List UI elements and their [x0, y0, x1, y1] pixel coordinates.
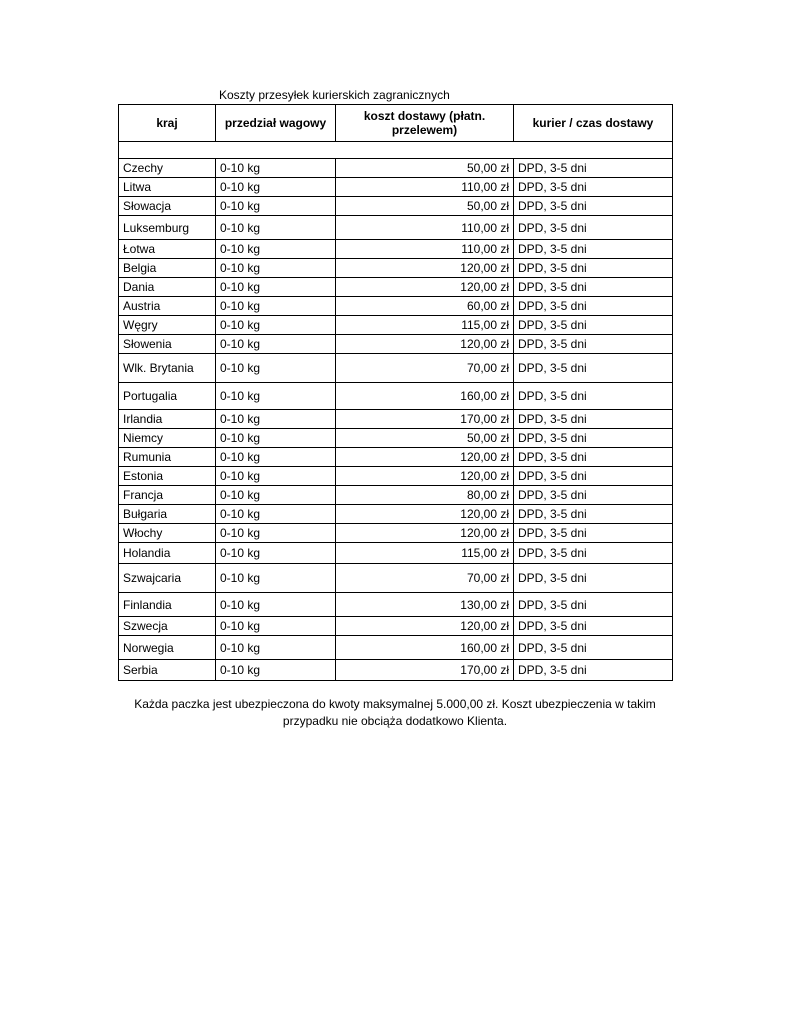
courier-cell: DPD, 3-5 dni	[514, 335, 673, 354]
table-row	[119, 240, 673, 259]
header-cost: koszt dostawy (płatn. przelewem)	[336, 105, 514, 142]
table-row	[119, 178, 673, 197]
weight-cell: 0-10 kg	[216, 354, 336, 383]
country-cell: Włochy	[119, 524, 216, 543]
country-cell: Belgia	[119, 259, 216, 278]
courier-cell: DPD, 3-5 dni	[514, 240, 673, 259]
header-country: kraj	[119, 105, 216, 142]
weight-cell: 0-10 kg	[216, 383, 336, 410]
cost-cell: 130,00 zł	[336, 593, 514, 617]
cost-cell: 120,00 zł	[336, 467, 514, 486]
table-row	[119, 410, 673, 429]
courier-cell: DPD, 3-5 dni	[514, 159, 673, 178]
cost-cell: 110,00 zł	[336, 240, 514, 259]
table-row	[119, 448, 673, 467]
country-cell: Serbia	[119, 660, 216, 681]
courier-cell: DPD, 3-5 dni	[514, 467, 673, 486]
table-row	[119, 636, 673, 660]
cost-cell: 120,00 zł	[336, 259, 514, 278]
cost-cell: 170,00 zł	[336, 660, 514, 681]
cost-cell: 170,00 zł	[336, 410, 514, 429]
country-cell: Holandia	[119, 543, 216, 564]
cost-cell: 70,00 zł	[336, 354, 514, 383]
table-row	[119, 316, 673, 335]
weight-cell: 0-10 kg	[216, 240, 336, 259]
weight-cell: 0-10 kg	[216, 316, 336, 335]
weight-cell: 0-10 kg	[216, 159, 336, 178]
table-row	[119, 159, 673, 178]
table-row	[119, 543, 673, 564]
country-cell: Węgry	[119, 316, 216, 335]
country-cell: Wlk. Brytania	[119, 354, 216, 383]
table-row	[119, 278, 673, 297]
cost-cell: 80,00 zł	[336, 486, 514, 505]
weight-cell: 0-10 kg	[216, 259, 336, 278]
country-cell: Litwa	[119, 178, 216, 197]
cost-cell: 160,00 zł	[336, 383, 514, 410]
cost-cell: 115,00 zł	[336, 543, 514, 564]
weight-cell: 0-10 kg	[216, 467, 336, 486]
country-cell: Szwajcaria	[119, 564, 216, 593]
weight-cell: 0-10 kg	[216, 448, 336, 467]
country-cell: Francja	[119, 486, 216, 505]
cost-cell: 50,00 zł	[336, 159, 514, 178]
country-cell: Szwecja	[119, 617, 216, 636]
country-cell: Słowenia	[119, 335, 216, 354]
courier-cell: DPD, 3-5 dni	[514, 660, 673, 681]
weight-cell: 0-10 kg	[216, 297, 336, 316]
weight-cell: 0-10 kg	[216, 636, 336, 660]
courier-cell: DPD, 3-5 dni	[514, 297, 673, 316]
cost-cell: 120,00 zł	[336, 278, 514, 297]
courier-cell: DPD, 3-5 dni	[514, 354, 673, 383]
weight-cell: 0-10 kg	[216, 410, 336, 429]
courier-cell: DPD, 3-5 dni	[514, 216, 673, 240]
country-cell: Estonia	[119, 467, 216, 486]
country-cell: Słowacja	[119, 197, 216, 216]
table-row	[119, 617, 673, 636]
table-row	[119, 593, 673, 617]
courier-cell: DPD, 3-5 dni	[514, 316, 673, 335]
weight-cell: 0-10 kg	[216, 505, 336, 524]
cost-cell: 50,00 zł	[336, 197, 514, 216]
courier-cell: DPD, 3-5 dni	[514, 410, 673, 429]
table-row	[119, 383, 673, 410]
cost-cell: 160,00 zł	[336, 636, 514, 660]
table-row	[119, 216, 673, 240]
cost-cell: 60,00 zł	[336, 297, 514, 316]
table-row	[119, 564, 673, 593]
courier-cell: DPD, 3-5 dni	[514, 505, 673, 524]
country-cell: Bułgaria	[119, 505, 216, 524]
cost-cell: 110,00 zł	[336, 216, 514, 240]
courier-cell: DPD, 3-5 dni	[514, 543, 673, 564]
document-title: Koszty przesyłek kurierskich zagranicznych	[219, 88, 450, 102]
courier-cell: DPD, 3-5 dni	[514, 278, 673, 297]
table-header-row	[119, 105, 673, 142]
courier-cell: DPD, 3-5 dni	[514, 636, 673, 660]
cost-cell: 120,00 zł	[336, 505, 514, 524]
courier-cell: DPD, 3-5 dni	[514, 429, 673, 448]
courier-cell: DPD, 3-5 dni	[514, 197, 673, 216]
country-cell: Łotwa	[119, 240, 216, 259]
weight-cell: 0-10 kg	[216, 543, 336, 564]
table-row	[119, 524, 673, 543]
spacer-cell	[119, 142, 673, 159]
cost-cell: 50,00 zł	[336, 429, 514, 448]
country-cell: Czechy	[119, 159, 216, 178]
country-cell: Portugalia	[119, 383, 216, 410]
weight-cell: 0-10 kg	[216, 660, 336, 681]
weight-cell: 0-10 kg	[216, 278, 336, 297]
cost-cell: 110,00 zł	[336, 178, 514, 197]
cost-cell: 70,00 zł	[336, 564, 514, 593]
courier-cell: DPD, 3-5 dni	[514, 524, 673, 543]
courier-cell: DPD, 3-5 dni	[514, 593, 673, 617]
courier-cell: DPD, 3-5 dni	[514, 383, 673, 410]
country-cell: Dania	[119, 278, 216, 297]
country-cell: Finlandia	[119, 593, 216, 617]
country-cell: Norwegia	[119, 636, 216, 660]
shipping-cost-table	[118, 104, 673, 681]
table-body	[119, 142, 673, 681]
table-row	[119, 486, 673, 505]
insurance-note: Każda paczka jest ubezpieczona do kwoty maksymalnej 5.000,00 zł. Koszt ubezpieczenia w takim przypadku nie obciąża dodatkowo Klienta.	[134, 697, 656, 728]
courier-cell: DPD, 3-5 dni	[514, 617, 673, 636]
table-row	[119, 197, 673, 216]
table-row	[119, 505, 673, 524]
courier-cell: DPD, 3-5 dni	[514, 178, 673, 197]
table-row	[119, 467, 673, 486]
header-weight: przedział wagowy	[216, 105, 336, 142]
courier-cell: DPD, 3-5 dni	[514, 448, 673, 467]
country-cell: Niemcy	[119, 429, 216, 448]
weight-cell: 0-10 kg	[216, 486, 336, 505]
courier-cell: DPD, 3-5 dni	[514, 564, 673, 593]
table-spacer-row	[119, 142, 673, 159]
weight-cell: 0-10 kg	[216, 524, 336, 543]
cost-cell: 120,00 zł	[336, 448, 514, 467]
country-cell: Austria	[119, 297, 216, 316]
table-row	[119, 335, 673, 354]
weight-cell: 0-10 kg	[216, 564, 336, 593]
header-courier: kurier / czas dostawy	[514, 105, 673, 142]
country-cell: Luksemburg	[119, 216, 216, 240]
weight-cell: 0-10 kg	[216, 593, 336, 617]
weight-cell: 0-10 kg	[216, 178, 336, 197]
country-cell: Rumunia	[119, 448, 216, 467]
weight-cell: 0-10 kg	[216, 216, 336, 240]
country-cell: Irlandia	[119, 410, 216, 429]
cost-cell: 120,00 zł	[336, 617, 514, 636]
cost-cell: 120,00 zł	[336, 335, 514, 354]
table-row	[119, 259, 673, 278]
cost-cell: 120,00 zł	[336, 524, 514, 543]
table-row	[119, 354, 673, 383]
table-row	[119, 429, 673, 448]
weight-cell: 0-10 kg	[216, 335, 336, 354]
courier-cell: DPD, 3-5 dni	[514, 259, 673, 278]
weight-cell: 0-10 kg	[216, 429, 336, 448]
table-row	[119, 660, 673, 681]
courier-cell: DPD, 3-5 dni	[514, 486, 673, 505]
weight-cell: 0-10 kg	[216, 197, 336, 216]
weight-cell: 0-10 kg	[216, 617, 336, 636]
table-row	[119, 297, 673, 316]
cost-cell: 115,00 zł	[336, 316, 514, 335]
